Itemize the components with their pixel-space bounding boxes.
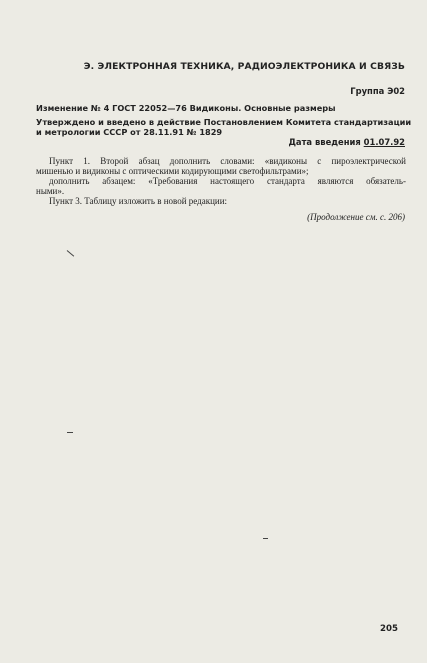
continued-note: (Продолжение см. с. 206): [307, 212, 405, 222]
paragraph-1-line-2: мишенью и видиконы с оптическими кодирующими светофильтрами»;: [36, 166, 309, 176]
group-code: Группа Э02: [350, 86, 405, 96]
introduction-date-value: 01.07.92: [363, 137, 405, 147]
scan-mark: [67, 432, 73, 433]
scan-mark: [67, 250, 75, 257]
introduction-date-label: Дата введения: [288, 137, 361, 147]
body-text: [36, 156, 406, 206]
change-title: Изменение № 4 ГОСТ 22052—76 Видиконы. Основные размеры: [36, 103, 336, 113]
paragraph-1-line-1: Пункт 1. Второй абзац дополнить словами: «видиконы с пироэлектрической: [49, 156, 406, 166]
section-title: Э. ЭЛЕКТРОННАЯ ТЕХНИКА, РАДИОЭЛЕКТРОНИКА И СВЯЗЬ: [83, 61, 405, 72]
approval-line-1: Утверждено и введено в действие Постановлением Комитета стандартизации: [36, 117, 412, 127]
approval-line-2: и метрологии СССР от 28.11.91 № 1829: [36, 127, 223, 137]
page-number: 205: [380, 624, 398, 634]
introduction-date: [288, 137, 405, 147]
scan-mark: [263, 538, 268, 539]
paragraph-2-line-1: Пункт 3. Таблицу изложить в новой редакции:: [49, 196, 228, 206]
paragraph-1-line-4: ными».: [36, 186, 65, 196]
paragraph-1-line-3: дополнить абзацем: «Требования настоящего стандарта являются обязатель-: [49, 176, 406, 186]
approval-statement: [36, 117, 412, 137]
